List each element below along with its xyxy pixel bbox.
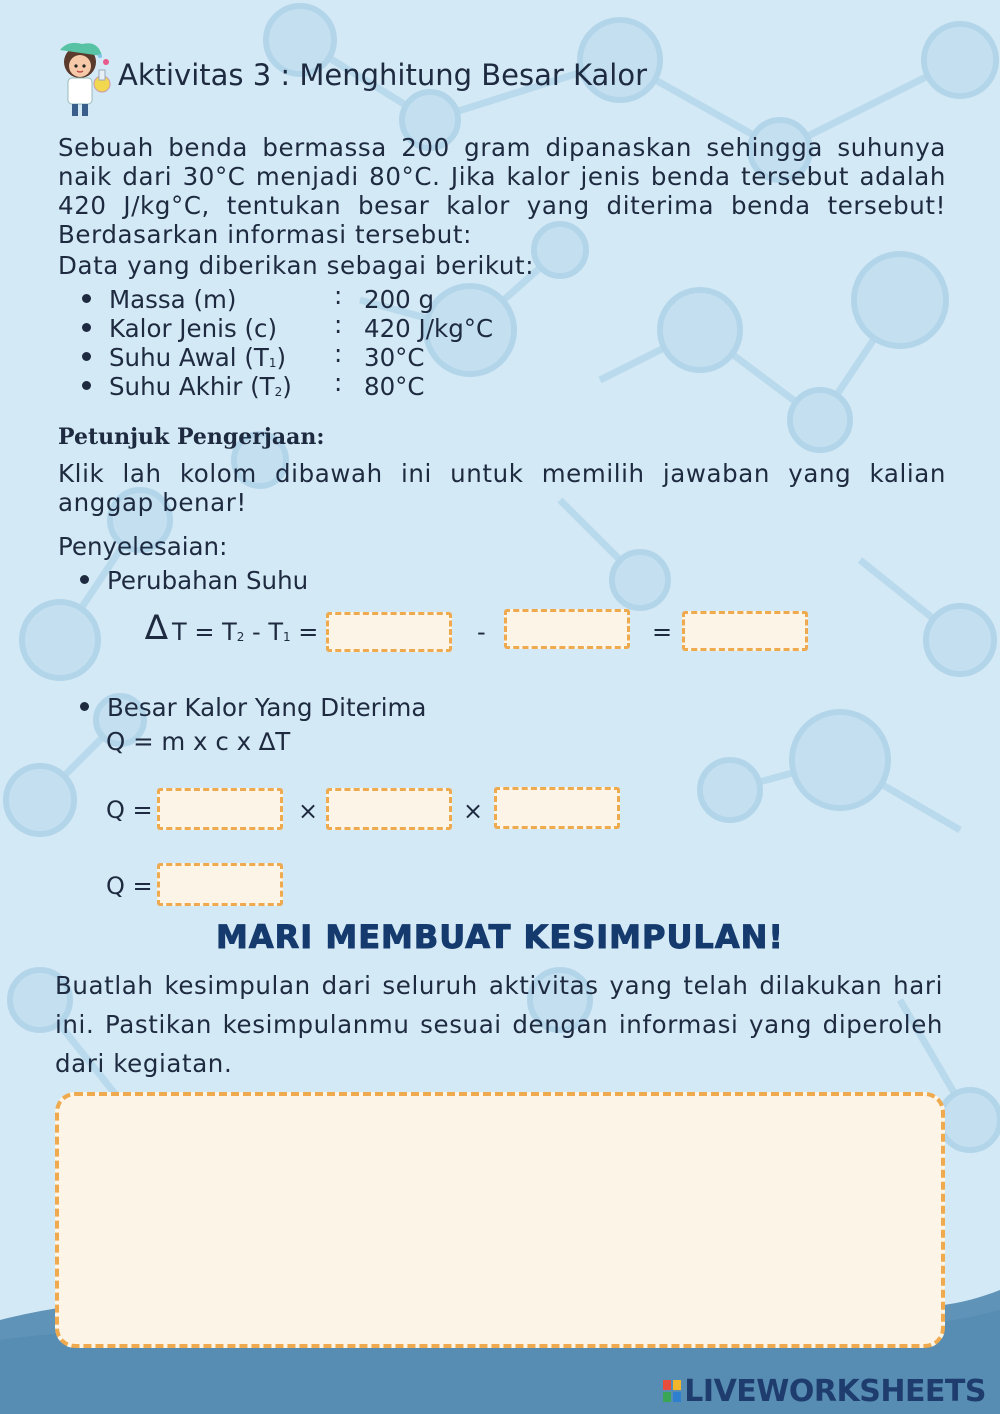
given-value: 30°C — [364, 343, 425, 372]
instructions-text: Klik lah kolom dibawah ini untuk memilih jawaban yang kalian anggap benar! — [58, 459, 946, 517]
given-label: Suhu Awal (T1) — [109, 343, 287, 372]
answer-box-t2[interactable] — [326, 612, 452, 652]
bullet-icon — [82, 352, 91, 361]
answer-box-t1[interactable] — [504, 609, 630, 649]
given-value: 80°C — [364, 372, 425, 401]
conclusion-text: Buatlah kesimpulan dari seluruh aktivitas yang telah dilakukan hari ini. Pastikan kesimpulanmu sesuai dengan informasi yang diperoleh dari kegiatan. — [55, 971, 943, 1078]
page-title: Aktivitas 3 : Menghitung Besar Kalor — [118, 58, 648, 92]
given-colon: : — [334, 368, 343, 397]
brand-name: LIVEWORKSHEETS — [684, 1374, 986, 1409]
given-initial-temp-row — [82, 339, 425, 372]
conclusion-answer-box[interactable] — [55, 1092, 945, 1348]
scientist-girl-icon — [50, 40, 120, 120]
answer-box-mass[interactable] — [157, 788, 283, 830]
brand-footer — [663, 1374, 986, 1409]
times-sign: × — [463, 797, 484, 825]
given-label: Massa (m) — [109, 285, 237, 314]
given-colon: : — [334, 310, 343, 339]
given-specific-heat-row — [82, 310, 494, 343]
bullet-icon — [82, 294, 91, 303]
answer-box-delta-t-value[interactable] — [494, 787, 620, 829]
bullet-icon — [80, 575, 89, 584]
answer-box-specific-heat[interactable] — [326, 788, 452, 830]
bullet-icon — [80, 702, 89, 711]
answer-box-q-result[interactable] — [157, 863, 283, 906]
given-colon: : — [334, 339, 343, 368]
q-label: Q = — [106, 796, 153, 824]
temp-change-bullet — [80, 566, 308, 595]
heat-formula: Q = m x c x ∆T — [106, 727, 291, 756]
given-label: Kalor Jenis (c) — [109, 314, 278, 343]
q-result-label: Q = — [106, 872, 153, 900]
times-sign: × — [298, 797, 319, 825]
bullet-icon — [82, 381, 91, 390]
equals-sign: = — [652, 618, 673, 646]
given-label: Suhu Akhir (T2) — [109, 372, 292, 401]
data-intro: Data yang diberikan sebagai berikut: — [58, 251, 535, 280]
delta-symbol: ∆ — [145, 608, 168, 648]
heat-label: Besar Kalor Yang Diterima — [107, 693, 427, 722]
given-value: 420 J/kg°C — [364, 314, 494, 343]
liveworksheets-logo-icon — [663, 1380, 681, 1402]
solution-label: Penyelesaian: — [58, 532, 228, 561]
given-final-temp-row — [82, 368, 425, 401]
bullet-icon — [82, 323, 91, 332]
given-colon: : — [334, 281, 343, 310]
conclusion-heading: MARI MEMBUAT KESIMPULAN! — [216, 918, 784, 956]
instructions-title: Petunjuk Pengerjaan: — [58, 424, 325, 450]
given-value: 200 g — [364, 285, 435, 314]
temp-change-label: Perubahan Suhu — [107, 566, 309, 595]
heat-bullet — [80, 693, 426, 722]
problem-text: Sebuah benda bermassa 200 gram dipanaskan sehingga suhunya naik dari 30°C menjadi 80°C. Jika kalor jenis benda tersebut adalah 420 J/kg°C, tentukan besar kalor yang diterima benda tersebut! Berdasarkan informasi tersebut: — [58, 133, 946, 249]
given-mass-row — [82, 281, 435, 314]
minus-sign: - — [477, 618, 486, 646]
answer-box-delta-t[interactable] — [682, 611, 808, 651]
delta-t-formula: T = T2 - T1 = — [172, 618, 319, 646]
